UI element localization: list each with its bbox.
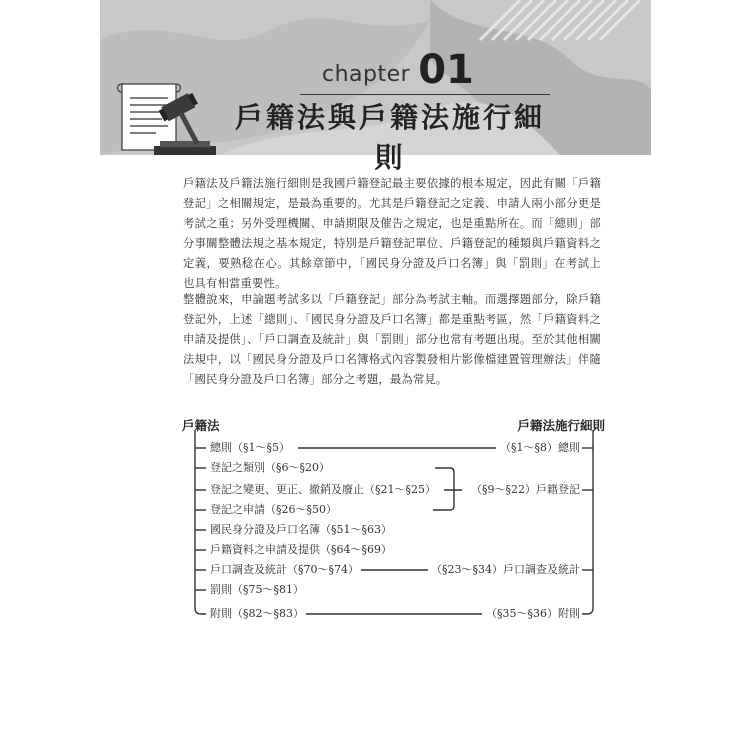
left-item: 登記之申請（§26～§50） xyxy=(210,503,337,516)
left-item: 國民身分證及戶口名簿（§51～§63） xyxy=(210,523,392,536)
chapter-title: 戶籍法與戶籍法施行細則 xyxy=(234,101,545,174)
left-item: 總則（§1～§5） xyxy=(210,441,290,454)
chapter-number: 01 xyxy=(418,47,474,93)
header-divider xyxy=(300,94,550,95)
right-item: （§23～§34）戶口調查及統計 xyxy=(431,563,580,576)
right-column-title: 戶籍法施行細則 xyxy=(517,418,605,433)
left-item: 罰則（§75～§81） xyxy=(210,583,304,596)
chapter-header xyxy=(100,0,651,174)
left-column-title: 戶籍法 xyxy=(182,418,220,433)
right-item: （§9～§22）戶籍登記 xyxy=(471,483,580,496)
right-item: （§35～§36）附則 xyxy=(486,607,580,620)
left-item: 登記之變更、更正、撤銷及廢止（§21～§25） xyxy=(210,483,436,496)
left-item: 戶口調查及統計（§70～§74） xyxy=(210,563,359,576)
left-item: 登記之類別（§6～§20） xyxy=(210,461,330,474)
gavel-document-icon xyxy=(114,80,224,162)
intro-paragraph: 戶籍法及戶籍法施行細則是我國戶籍登記最主要依據的根本規定，因此有關「戶籍登記」之相關規定，是最為重要的。尤其是戶籍登記之定義、申請人兩小部分更是考試之重；另外受理機關、申請期限及催告之規定，也是重點所在。而「總則」部分事關整體法規之基本規定，特別是戶籍登記單位、戶籍登記的種類與戶籍資料之定義，要熟稔在心。其餘章節中，「國民身分證及戶口名簿」與「罰則」在考試上也具有相當重要性。 xyxy=(183,177,601,290)
right-item: （§1～§8）總則 xyxy=(500,441,580,454)
left-item: 附則（§82～§83） xyxy=(210,607,304,620)
chapter-heading xyxy=(322,47,474,93)
summary-paragraph: 整體說來，申論題考試多以「戶籍登記」部分為考試主軸。而選擇題部分，除戶籍登記外，上述「總則」、「國民身分證及戶口名簿」都是重點考區，然「戶籍資料之申請及提供」、「戶口調查及統計」與「罰則」部分也常有考題出現。至於其他相關法規中，以「國民身分證及戶口名簿格式內容製發相片影像檔建置管理辦法」伴隨「國民身分證及戶口名簿」部分之考題，最為常見。 xyxy=(183,293,601,386)
left-item: 戶籍資料之申請及提供（§64～§69） xyxy=(210,543,392,556)
chapter-label: chapter xyxy=(322,62,411,87)
law-structure-diagram xyxy=(180,410,610,635)
book-page xyxy=(100,0,651,750)
